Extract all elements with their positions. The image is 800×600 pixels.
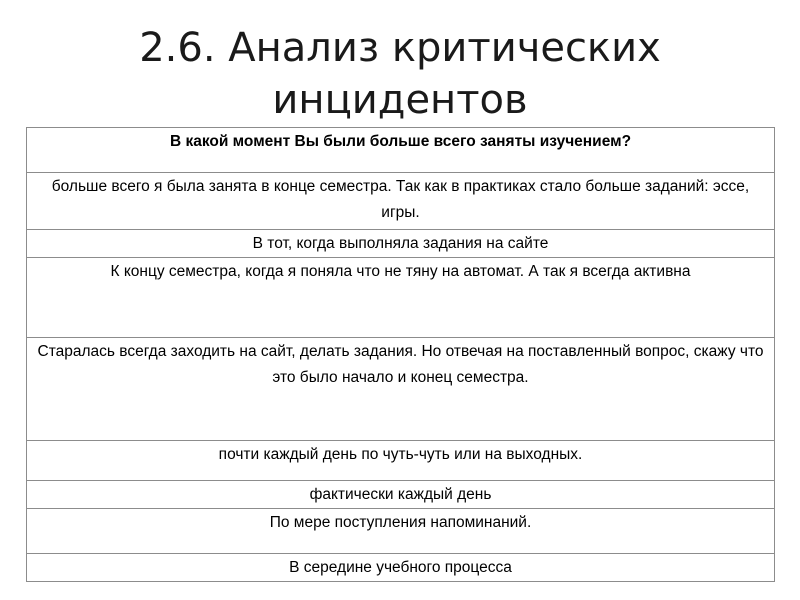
response-cell: Старалась всегда заходить на сайт, делать задания. Но отвечая на поставленный вопрос, скажу что это было начало и конец семестра. bbox=[27, 338, 775, 441]
response-cell: фактически каждый день bbox=[27, 481, 775, 509]
response-cell: К концу семестра, когда я поняла что не тяну на автомат. А так я всегда активна bbox=[27, 258, 775, 338]
response-cell: почти каждый день по чуть-чуть или на выходных. bbox=[27, 441, 775, 481]
table-header-question: В какой момент Вы были больше всего заняты изучением? bbox=[27, 128, 775, 173]
table-row bbox=[27, 338, 775, 441]
slide-title-line-1: 2.6. Анализ критических bbox=[139, 25, 661, 71]
table-header-row bbox=[27, 128, 775, 173]
response-cell: больше всего я была занята в конце семестра. Так как в практиках стало больше заданий: эссе, игры. bbox=[27, 173, 775, 230]
table-row bbox=[27, 481, 775, 509]
response-cell: В тот, когда выполняла задания на сайте bbox=[27, 230, 775, 258]
slide-title bbox=[0, 22, 800, 126]
table-row bbox=[27, 173, 775, 230]
response-cell: В середине учебного процесса bbox=[27, 554, 775, 582]
table-row bbox=[27, 441, 775, 481]
table-row bbox=[27, 230, 775, 258]
survey-responses-table bbox=[26, 127, 775, 582]
table-row bbox=[27, 554, 775, 582]
table-row bbox=[27, 509, 775, 554]
response-cell: По мере поступления напоминаний. bbox=[27, 509, 775, 554]
table-row bbox=[27, 258, 775, 338]
slide-title-line-2: инцидентов bbox=[272, 77, 528, 123]
